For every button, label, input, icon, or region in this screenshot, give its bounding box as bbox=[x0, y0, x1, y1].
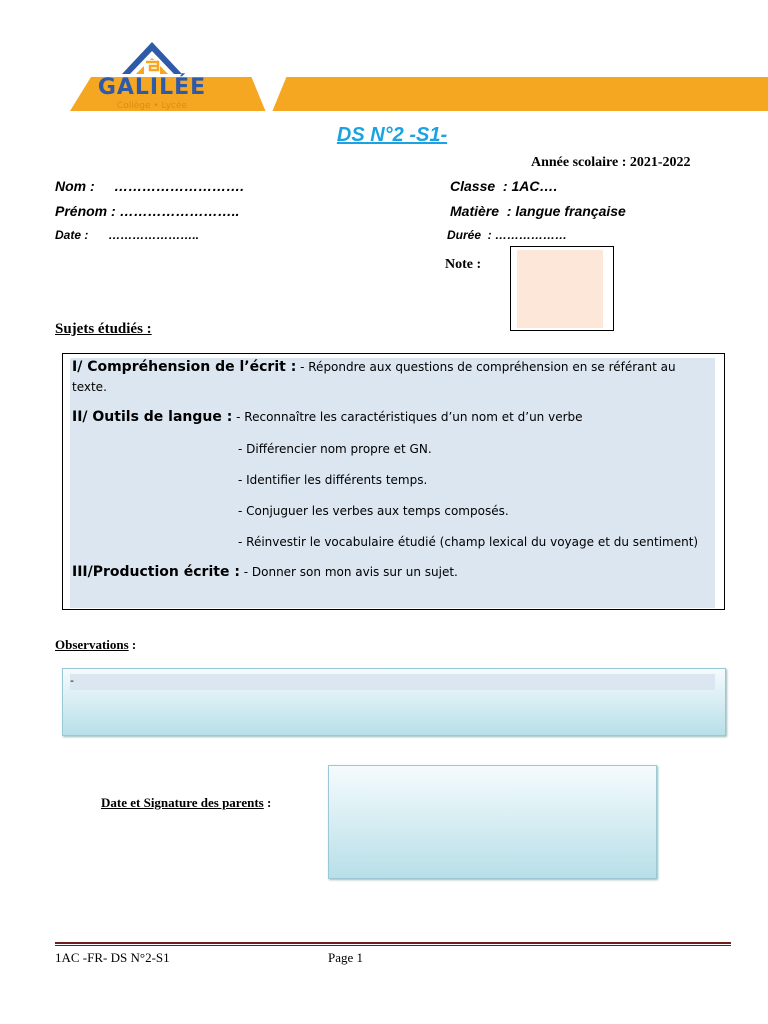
nom-field: Nom : ………………………. bbox=[55, 178, 244, 194]
note-label: Note : bbox=[445, 257, 482, 272]
topic-1-text: - Répondre aux questions de compréhension en se référant au bbox=[296, 360, 676, 374]
topic-2-item: - Différencier nom propre et GN. bbox=[238, 442, 432, 456]
topic-2 bbox=[72, 409, 583, 425]
observations-label: Observations : bbox=[55, 637, 137, 652]
topic-1 bbox=[72, 359, 676, 375]
footer-page-number: Page 1 bbox=[328, 950, 364, 965]
date-field: Date : ………………….. bbox=[55, 228, 200, 242]
topic-3-heading: III/Production écrite : bbox=[72, 564, 240, 580]
signature-box[interactable] bbox=[328, 765, 657, 879]
footer-divider bbox=[55, 942, 731, 944]
topic-2-heading: II/ Outils de langue : bbox=[72, 409, 233, 425]
footer-doc-ref: 1AC -FR- DS N°2-S1 bbox=[55, 950, 170, 965]
logo-subtitle: Collège • Lycée bbox=[116, 101, 188, 111]
footer-divider bbox=[55, 945, 731, 946]
topic-2-item: - Identifier les différents temps. bbox=[238, 473, 428, 487]
topics-heading: Sujets étudiés : bbox=[55, 321, 152, 337]
note-score-area bbox=[517, 250, 603, 328]
topic-2-item: - Conjuguer les verbes aux temps composés. bbox=[238, 504, 509, 518]
school-year: Année scolaire : 2021-2022 bbox=[531, 155, 691, 170]
topic-3 bbox=[72, 564, 458, 580]
prenom-field: Prénom : …………………….. bbox=[55, 203, 240, 219]
page-title: DS N°2 -S1- bbox=[336, 124, 448, 146]
topic-1-continuation: texte. bbox=[72, 380, 107, 394]
topic-3-text: - Donner son mon avis sur un sujet. bbox=[239, 565, 458, 579]
topic-2-item: - Réinvestir le vocabulaire étudié (champ lexical du voyage et du sentiment) bbox=[238, 535, 699, 549]
signature-label: Date et Signature des parents : bbox=[101, 795, 272, 810]
classe-field: Classe : 1AC…. bbox=[450, 178, 558, 194]
duree-field: Durée : ……………… bbox=[447, 228, 568, 242]
observations-text: - bbox=[70, 674, 715, 690]
matiere-field: Matière : langue française bbox=[450, 203, 626, 219]
topic-1-heading: I/ Compréhension de l’écrit : bbox=[72, 359, 297, 375]
logo-wordmark: GALILÉE bbox=[97, 75, 207, 100]
topic-2-item: - Reconnaître les caractéristiques d’un nom et d’un verbe bbox=[232, 410, 583, 424]
